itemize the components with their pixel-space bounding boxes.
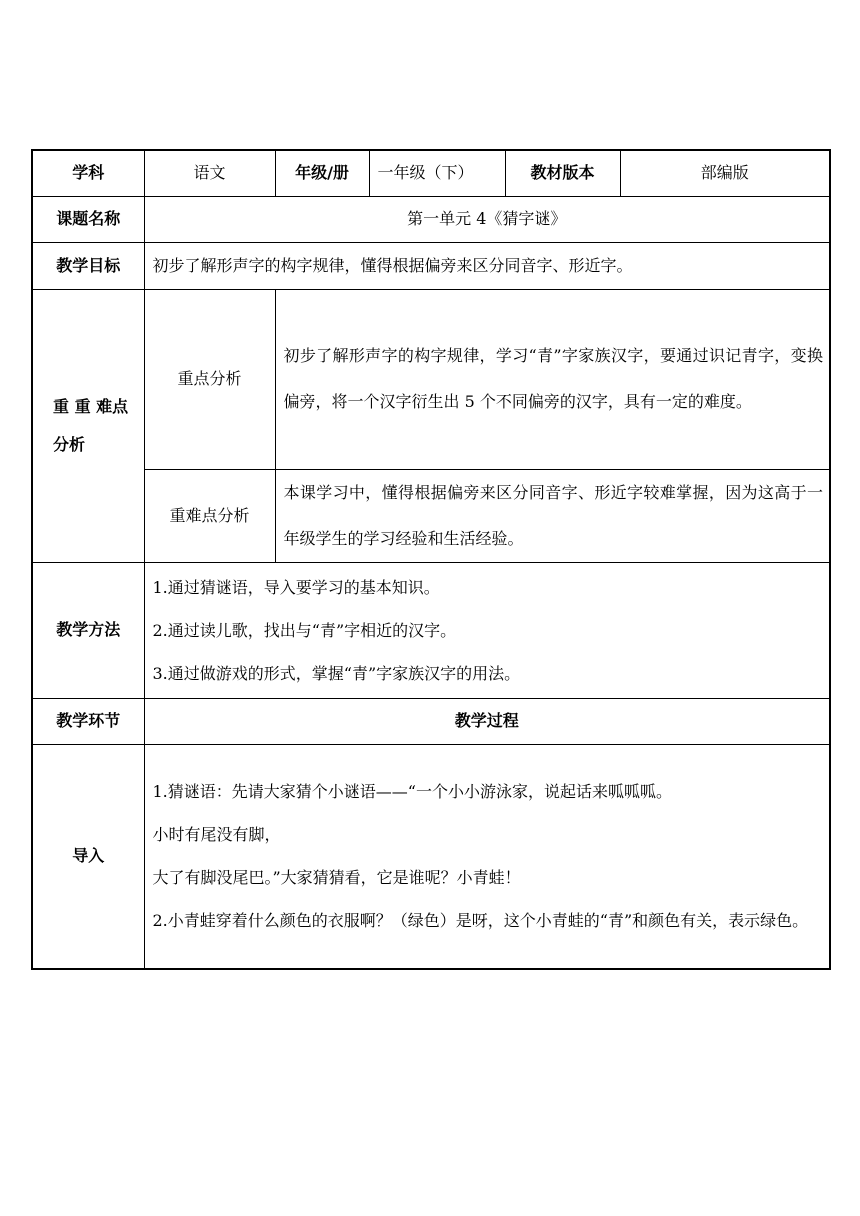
analysis-label-text: 重 重 难点分析: [53, 396, 129, 454]
intro-row: [32, 744, 830, 969]
process-header-row: [32, 698, 830, 744]
subject-value: 语文: [144, 150, 275, 196]
intro-content: [144, 744, 830, 969]
method-item: 1.通过猜谜语，导入要学习的基本知识。: [152, 577, 440, 597]
difficult-point-label: 重难点分析: [144, 469, 275, 562]
analysis-label: [32, 289, 144, 562]
key-point-label: 重点分析: [144, 289, 275, 469]
intro-line: 1.猜谜语：先请大家猜个小谜语——“一个小小游泳家，说起话来呱呱呱。: [152, 782, 672, 802]
subject-label: 学科: [32, 150, 144, 196]
difficult-point-row: [32, 469, 830, 562]
intro-line: 小时有尾没有脚，: [152, 825, 281, 845]
difficult-point-text: 本课学习中，懂得根据偏旁来区分同音字、形近字较难掌握，因为这高于一年级学生的学习经验和生活经验。: [275, 469, 830, 562]
methods-row: [32, 562, 830, 698]
method-item: 3.通过做游戏的形式，掌握“青”字家族汉字的用法。: [152, 663, 521, 683]
goal-value: 初步了解形声字的构字规律，懂得根据偏旁来区分同音字、形近字。: [144, 242, 830, 289]
edition-value: 部编版: [620, 150, 830, 196]
info-row: [32, 150, 830, 196]
methods-label: 教学方法: [32, 562, 144, 698]
goal-label: 教学目标: [32, 242, 144, 289]
stage-header: 教学环节: [32, 698, 144, 744]
intro-label: 导入: [32, 744, 144, 969]
key-point-row: [32, 289, 830, 469]
process-header: 教学过程: [144, 698, 830, 744]
grade-label: 年级/册: [275, 150, 369, 196]
topic-label: 课题名称: [32, 196, 144, 242]
method-item: 2.通过读儿歌，找出与“青”字相近的汉字。: [152, 620, 457, 640]
lesson-plan-table: [31, 149, 831, 970]
goal-row: [32, 242, 830, 289]
methods-list: [144, 562, 830, 698]
key-point-text: 初步了解形声字的构字规律，学习“青”字家族汉字，要通过识记青字，变换偏旁，将一个汉字衍生出 5 个不同偏旁的汉字，具有一定的难度。: [275, 289, 830, 469]
topic-value: 第一单元 4《猜字谜》: [144, 196, 830, 242]
intro-line: 2.小青蛙穿着什么颜色的衣服啊？（绿色）是呀，这个小青蛙的“青”和颜色有关，表示绿色。: [152, 911, 809, 931]
grade-value: 一年级（下）: [369, 150, 505, 196]
topic-row: [32, 196, 830, 242]
edition-label: 教材版本: [505, 150, 620, 196]
intro-line: 大了有脚没尾巴。”大家猜猜看，它是谁呢？小青蛙！: [152, 868, 521, 888]
